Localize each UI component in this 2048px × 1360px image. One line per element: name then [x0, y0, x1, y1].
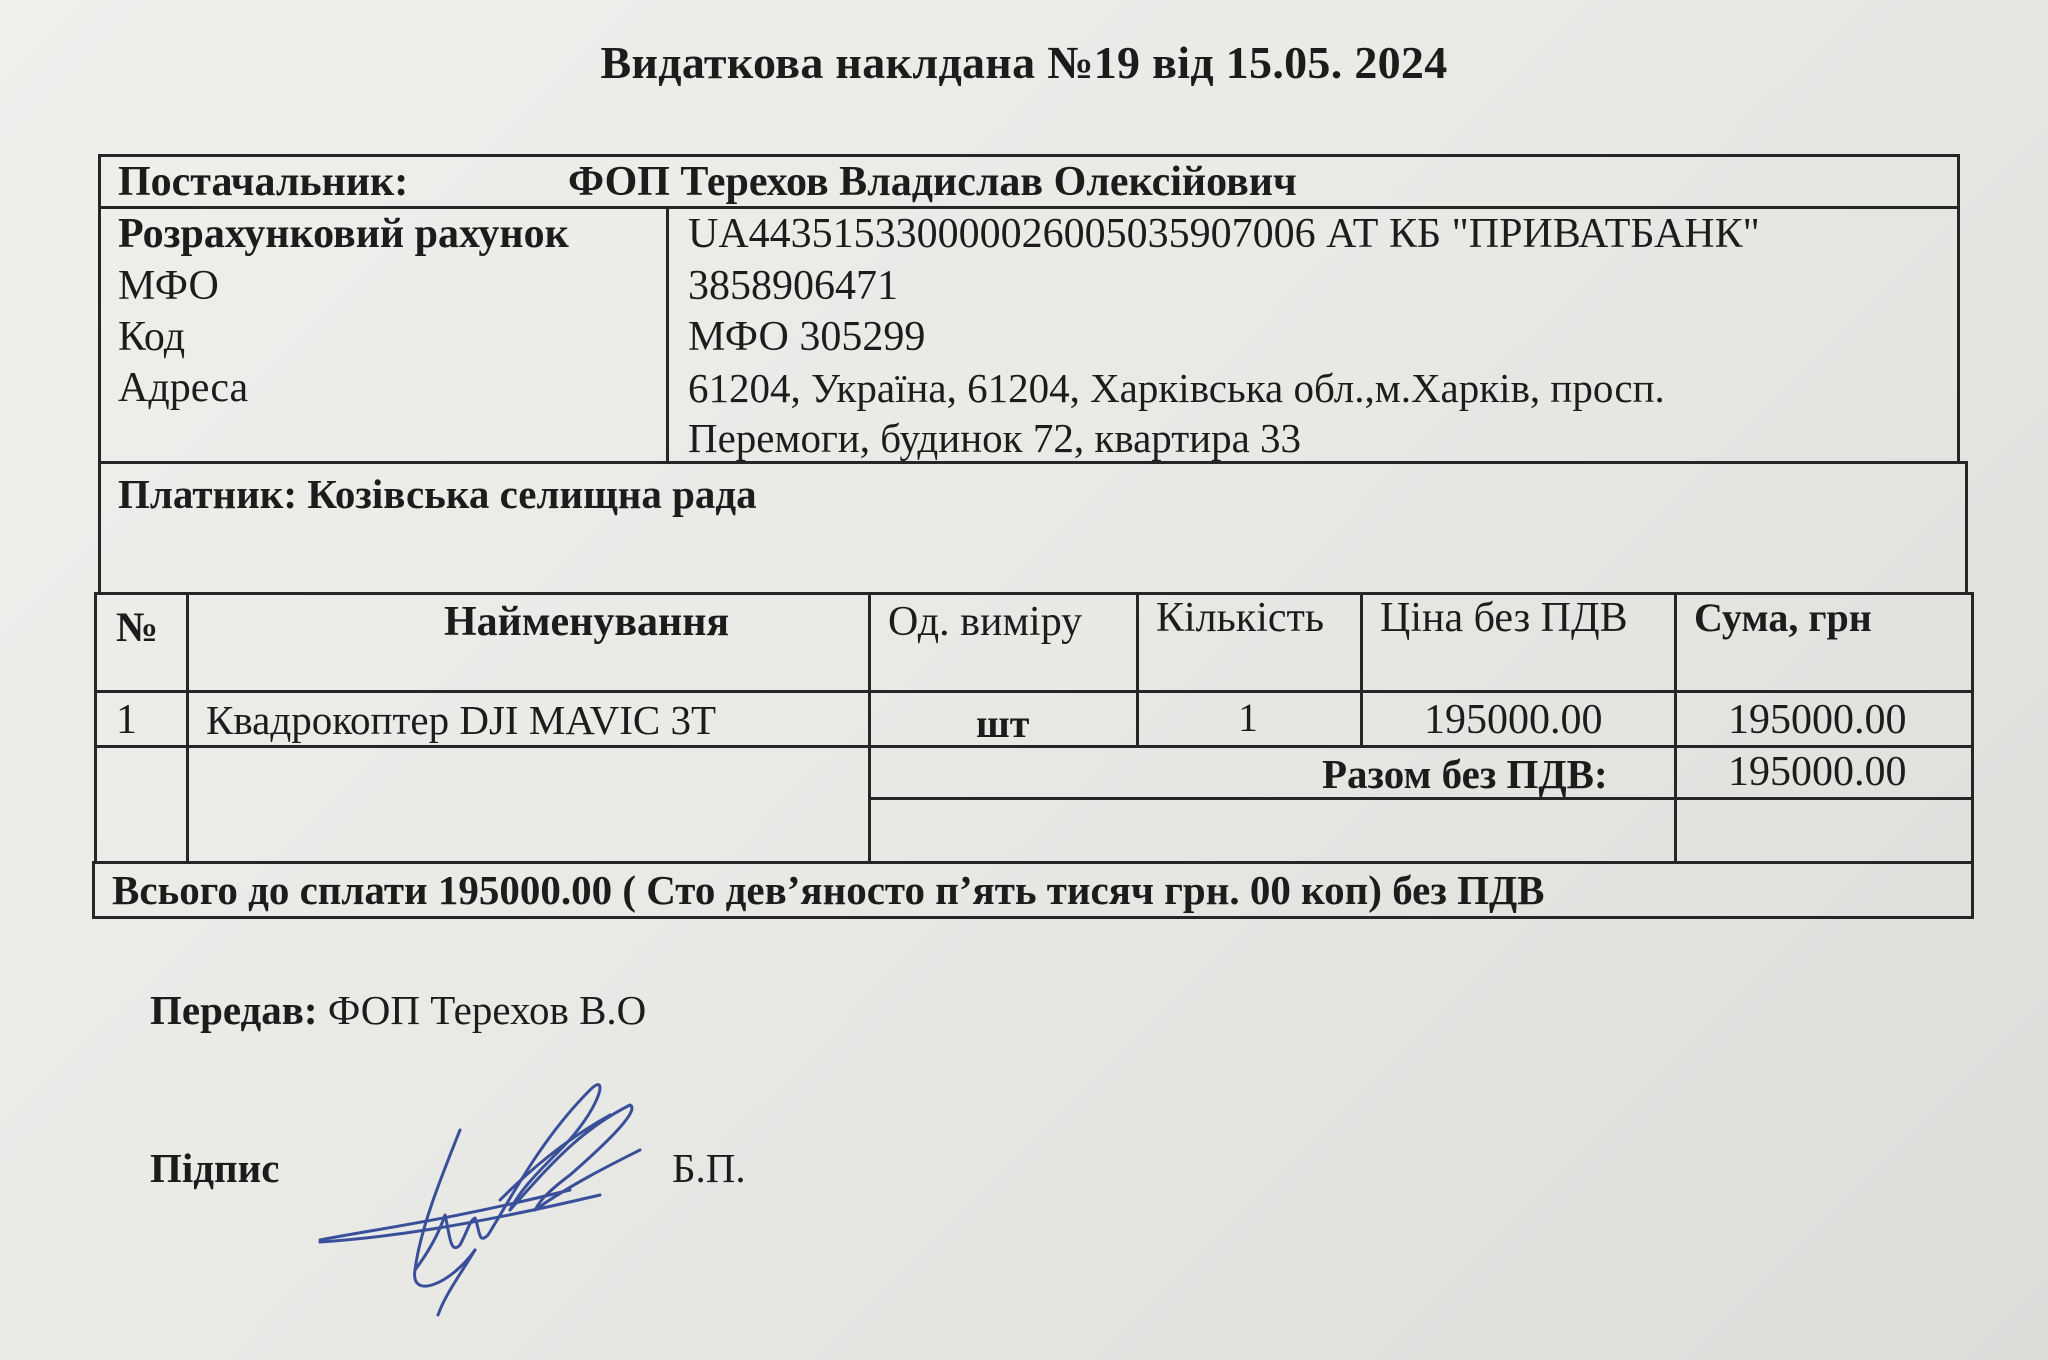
row-sum: 195000.00	[1728, 697, 1907, 743]
handed-value: ФОП Терехов В.О	[327, 987, 647, 1033]
header-sum: Сума, грн	[1694, 595, 1872, 640]
address-line-2: Перемоги, будинок 72, квартира 33	[688, 415, 1302, 461]
header-num: №	[116, 605, 159, 651]
row-unit: шт	[976, 701, 1030, 746]
grand-total-text: Всього до сплати 195000.00 ( Сто дев’яносто п’ять тисяч грн. 00 коп) без ПДВ	[112, 867, 1545, 913]
address-label: Адреса	[118, 365, 249, 411]
col-divider-unit	[1136, 592, 1139, 748]
supplier-label: Постачальник:	[118, 159, 409, 205]
supplier-details-divider	[666, 206, 669, 464]
handwritten-signature	[310, 1070, 650, 1320]
col-divider-qty	[1360, 592, 1363, 748]
col-divider-price	[1674, 592, 1677, 864]
header-price: Ціна без ПДВ	[1380, 595, 1628, 641]
table-row-bottom	[94, 745, 1974, 748]
header-qty: Кількість	[1156, 595, 1325, 641]
row-name: Квадрокоптер DJI MAVIC 3T	[206, 697, 717, 743]
mfo-label: МФО	[118, 263, 219, 309]
row-qty: 1	[1238, 695, 1258, 740]
col-divider-num	[186, 592, 189, 864]
table-header-bottom	[94, 690, 1974, 693]
code-value: МФО 305299	[688, 314, 926, 360]
address-line-1: 61204, Україна, 61204, Харківська обл.,м.Харків, просп.	[688, 365, 1665, 411]
row-price: 195000.00	[1424, 697, 1603, 743]
col-divider-name	[868, 592, 871, 864]
signature-label: Підпис	[150, 1145, 280, 1191]
header-unit: Од. виміру	[888, 599, 1083, 645]
row-num: 1	[116, 697, 137, 743]
handed-by	[150, 986, 646, 1034]
header-name: Найменування	[444, 599, 730, 645]
subtotal-label: Разом без ПДВ:	[1322, 751, 1608, 797]
account-value: UA443515330000026005035907006 АТ КБ "ПРИВАТБАНК"	[688, 211, 1760, 257]
stamp-placeholder: Б.П.	[672, 1145, 746, 1191]
document-title: Видаткова наклдана №19 від 15.05. 2024	[600, 37, 1448, 88]
code-label: Код	[118, 314, 186, 360]
handed-label: Передав:	[150, 987, 318, 1033]
account-label: Розрахунковий рахунок	[118, 211, 569, 257]
supplier-name: ФОП Терехов Владислав Олексійович	[568, 159, 1297, 205]
mfo-value: 3858906471	[688, 263, 898, 309]
subtotal-value: 195000.00	[1728, 749, 1907, 795]
payer-text: Платник: Козівська селищна рада	[118, 471, 757, 517]
